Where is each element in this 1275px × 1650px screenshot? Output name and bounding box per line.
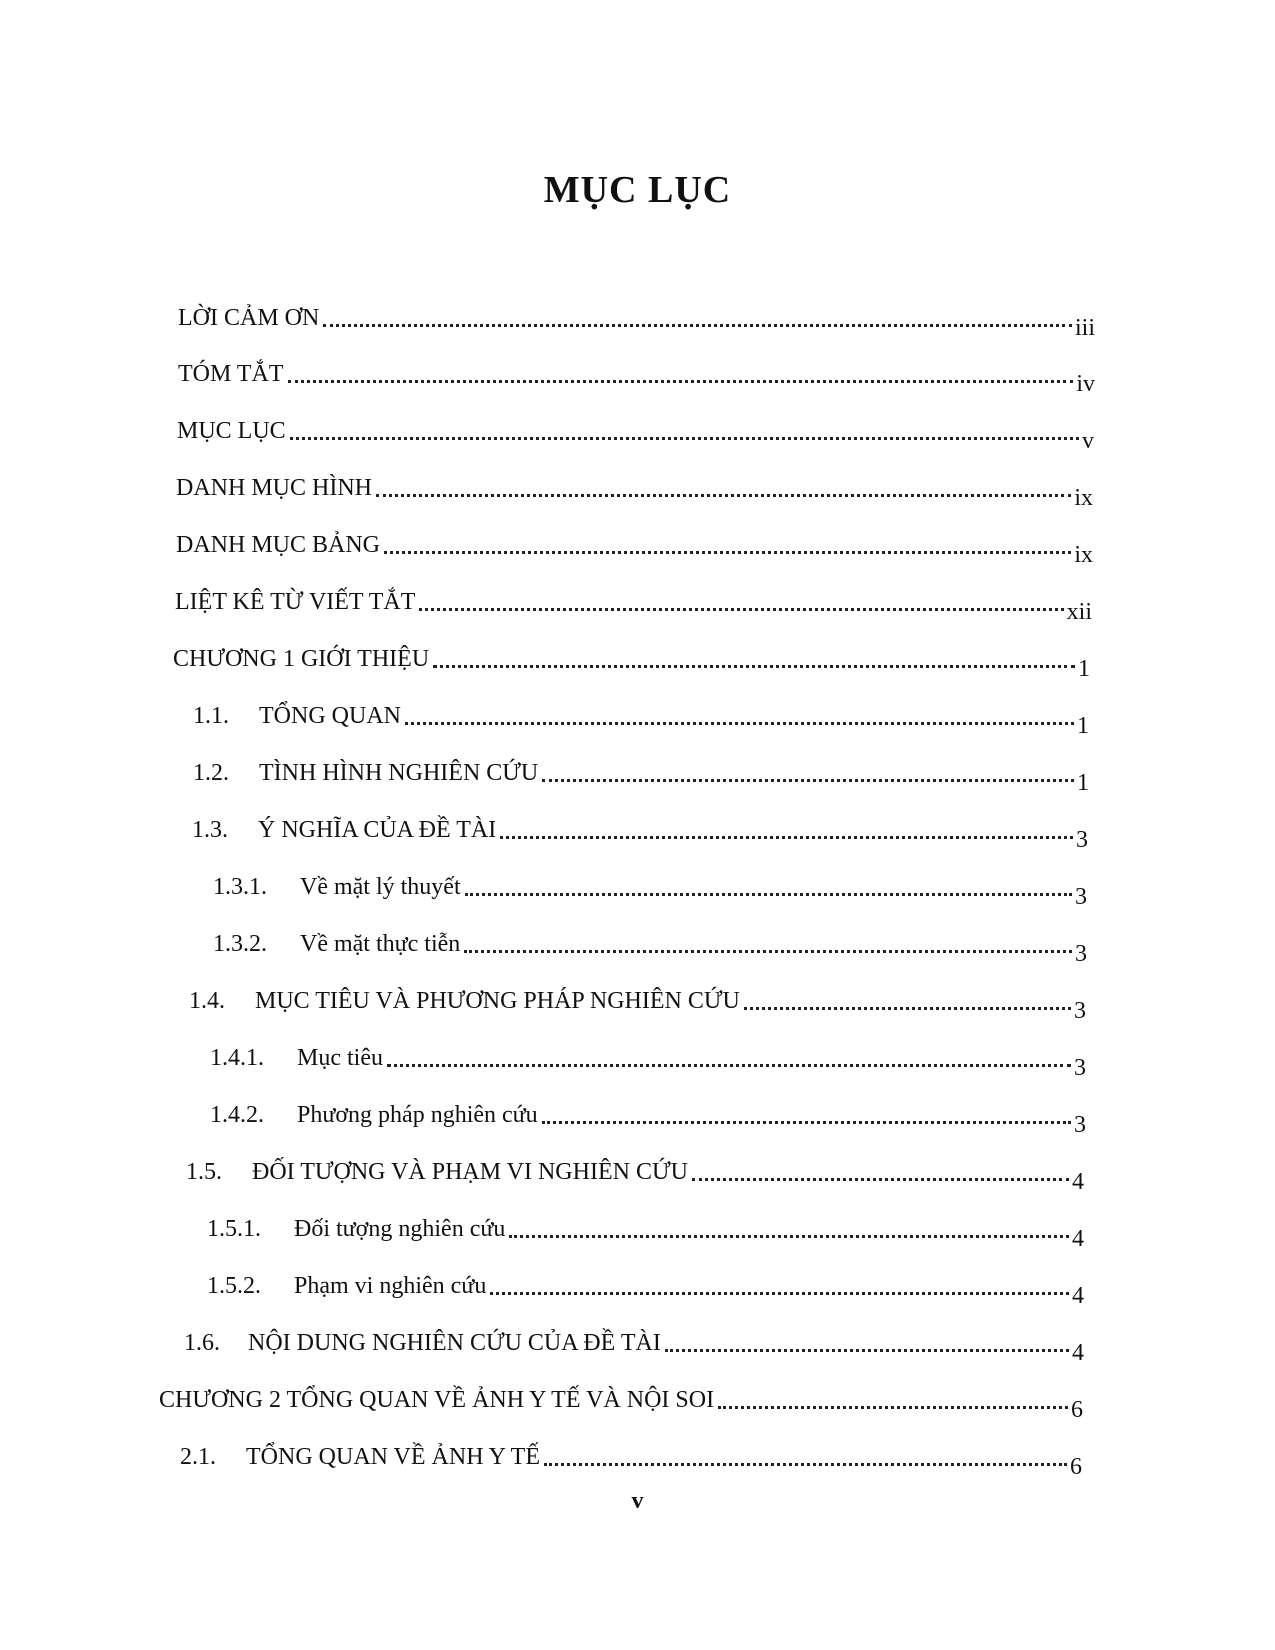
toc-entry-number: 1.4.2.	[210, 1102, 264, 1128]
toc-entry	[180, 1431, 1082, 1480]
toc-entry	[176, 462, 1093, 511]
toc-leader-dots	[387, 1064, 1071, 1067]
toc-leader-dots	[464, 950, 1072, 953]
toc-entry-label: DANH MỤC HÌNH	[176, 475, 372, 501]
toc-entry-page: ix	[1074, 542, 1093, 568]
toc-entry-number: 1.3.1.	[213, 874, 267, 900]
toc-leader-dots	[542, 1121, 1071, 1124]
toc-entry	[213, 918, 1087, 967]
toc-entry-number: 1.3.2.	[213, 931, 267, 957]
toc-entry-page: 3	[1075, 941, 1087, 967]
toc-entry	[186, 1146, 1084, 1195]
toc-leader-dots	[290, 437, 1079, 440]
toc-entry-number: 1.2.	[193, 760, 229, 786]
toc-leader-dots	[433, 665, 1075, 668]
toc-entry-page: 4	[1072, 1226, 1084, 1252]
toc-entry-label: CHƯƠNG 2 TỔNG QUAN VỀ ẢNH Y TẾ VÀ NỘI SOI	[159, 1387, 715, 1413]
toc-entry-page: v	[1082, 428, 1094, 454]
toc-leader-dots	[288, 380, 1074, 383]
toc-entry-label: TÓM TẮT	[178, 361, 284, 387]
toc-entry	[213, 861, 1087, 910]
toc-entry-number: 1.5.	[186, 1159, 222, 1185]
toc-entry-page: iv	[1076, 371, 1095, 397]
toc-leader-dots	[405, 722, 1074, 725]
toc-entry-label: Về mặt lý thuyết	[300, 874, 461, 900]
toc-entry-label: TỔNG QUAN VỀ ẢNH Y TẾ	[246, 1444, 540, 1470]
toc-entry-label: ĐỐI TƯỢNG VÀ PHẠM VI NGHIÊN CỨU	[252, 1159, 688, 1185]
toc-entry	[173, 633, 1090, 682]
toc-entry	[207, 1260, 1084, 1309]
toc-entry-label: TÌNH HÌNH NGHIÊN CỨU	[259, 760, 539, 786]
toc-entry	[178, 292, 1095, 341]
toc-entry-number: 1.6.	[184, 1330, 220, 1356]
toc-entry-label: MỤC TIÊU VÀ PHƯƠNG PHÁP NGHIÊN CỨU	[255, 988, 740, 1014]
toc-entry-page: iii	[1074, 315, 1095, 341]
toc-leader-dots	[665, 1349, 1069, 1352]
toc-leader-dots	[542, 779, 1074, 782]
toc-entry	[193, 747, 1089, 796]
toc-entry-label: DANH MỤC BẢNG	[176, 532, 381, 558]
toc-entry-page: 1	[1077, 770, 1089, 796]
toc-entry-page: 3	[1074, 998, 1086, 1024]
toc-entry-number: 1.3.	[192, 817, 228, 843]
toc-entry-page: 6	[1071, 1397, 1083, 1423]
toc-entry-number: 1.4.1.	[210, 1045, 264, 1071]
toc-entry-label: NỘI DUNG NGHIÊN CỨU CỦA ĐỀ TÀI	[248, 1330, 661, 1356]
toc-entry-label: LIỆT KÊ TỪ VIẾT TẮT	[175, 589, 416, 615]
toc-entry-label: Mục tiêu	[297, 1045, 383, 1071]
toc-entry-number: 2.1.	[180, 1444, 216, 1470]
toc-leader-dots	[419, 608, 1063, 611]
toc-entry-page: 6	[1070, 1454, 1082, 1480]
toc-entry	[184, 1317, 1084, 1366]
toc-leader-dots	[692, 1178, 1069, 1181]
toc-entry-number: 1.4.	[189, 988, 225, 1014]
toc-entry-label: Về mặt thực tiễn	[300, 931, 461, 957]
toc-entry-page: 3	[1074, 1112, 1086, 1138]
toc-entry	[210, 1032, 1086, 1081]
toc-leader-dots	[376, 494, 1071, 497]
toc-leader-dots	[509, 1235, 1069, 1238]
toc-leader-dots	[465, 893, 1072, 896]
toc-entry-page: ix	[1074, 485, 1093, 511]
toc-entry-label: Đối tượng nghiên cứu	[294, 1216, 506, 1242]
toc-entry-label: TỔNG QUAN	[259, 703, 401, 729]
toc-entry	[176, 519, 1093, 568]
toc-entry-page: 4	[1072, 1340, 1084, 1366]
toc-entry-page: 1	[1077, 713, 1089, 739]
toc-entry-label: Phạm vi nghiên cứu	[294, 1273, 487, 1299]
toc-entry	[193, 690, 1089, 739]
toc-entry-label: Ý NGHĨA CỦA ĐỀ TÀI	[258, 817, 497, 843]
toc-entry-page: 1	[1078, 656, 1090, 682]
toc-entry	[192, 804, 1088, 853]
toc-entry	[177, 405, 1094, 454]
toc-leader-dots	[718, 1406, 1068, 1409]
toc-leader-dots	[544, 1463, 1067, 1466]
toc-leader-dots	[490, 1292, 1069, 1295]
toc-entry-page: 3	[1075, 884, 1087, 910]
page-number: v	[631, 1488, 644, 1514]
toc-entry	[210, 1089, 1086, 1138]
toc-leader-dots	[500, 836, 1073, 839]
toc-entry-label: LỜI CẢM ƠN	[178, 305, 320, 331]
toc-entry-label: CHƯƠNG 1 GIỚI THIỆU	[173, 646, 430, 672]
toc-entry-page: 3	[1074, 1055, 1086, 1081]
toc-entry-number: 1.5.1.	[207, 1216, 261, 1242]
toc-entry	[178, 348, 1095, 397]
toc-entry-label: Phương pháp nghiên cứu	[297, 1102, 538, 1128]
toc-entry-number: 1.5.2.	[207, 1273, 261, 1299]
toc-leader-dots	[384, 551, 1071, 554]
toc-entry	[207, 1203, 1084, 1252]
toc-entry	[159, 1374, 1083, 1423]
toc-entry-page: 3	[1076, 827, 1088, 853]
toc-entry-page: 4	[1072, 1169, 1084, 1195]
toc-entry-label: MỤC LỤC	[177, 418, 286, 444]
toc-entry	[175, 576, 1092, 625]
page-title: MỤC LỤC	[543, 169, 732, 211]
toc-leader-dots	[744, 1007, 1071, 1010]
toc-entry-number: 1.1.	[193, 703, 229, 729]
toc-entry-page: 4	[1072, 1283, 1084, 1309]
toc-entry	[189, 975, 1086, 1024]
toc-leader-dots	[323, 324, 1072, 327]
toc-entry-page: xii	[1066, 599, 1092, 625]
